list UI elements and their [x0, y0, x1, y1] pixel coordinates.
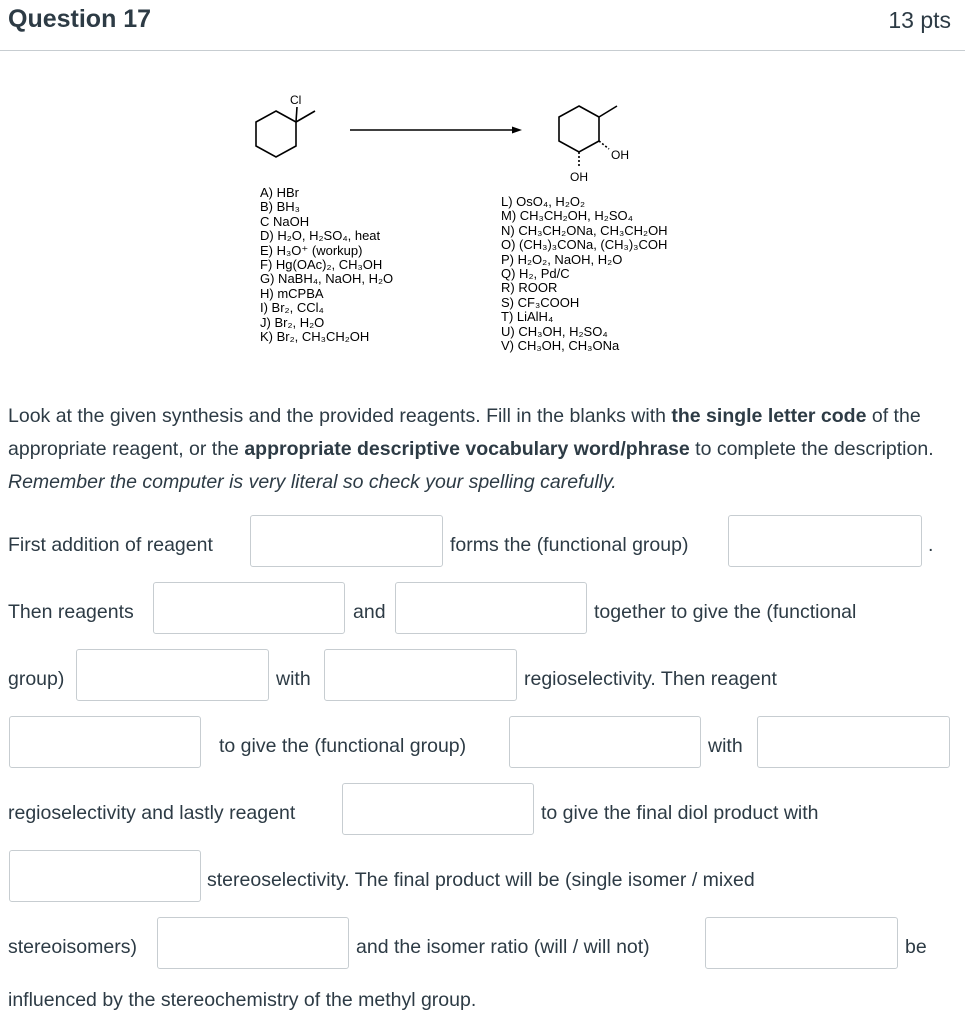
prompt-text: stereoselectivity. The final product will be (single isomer / mixed — [207, 869, 755, 891]
reagent-item: L) OsO₄, H₂O₂ — [501, 194, 586, 209]
reagent-item: J) Br₂, H₂O — [260, 314, 325, 330]
answer-blank-11[interactable] — [9, 850, 201, 902]
reagent-item: Q) H₂, Pd/C — [501, 266, 570, 282]
prompt-text: to give the final diol product with — [541, 802, 819, 824]
answer-blank-6[interactable] — [324, 649, 517, 701]
prompt-text: with — [276, 668, 311, 690]
reagent-item: N) CH₃CH₂ONa, CH₃CH₂OH — [501, 222, 668, 238]
instructions-text: Look at the given synthesis and the provided reagents. Fill in the blanks with — [8, 405, 672, 427]
answer-blank-5[interactable] — [76, 649, 269, 701]
answer-blank-4[interactable] — [395, 582, 587, 634]
prompt-text: stereoisomers) — [8, 936, 137, 958]
reagent-item: V) CH₃OH, CH₃ONa — [501, 338, 620, 354]
prompt-text: forms the (functional group) — [450, 534, 689, 556]
answer-blank-2[interactable] — [728, 515, 922, 567]
answer-blank-9[interactable] — [757, 716, 950, 768]
reagent-item: I) Br₂, CCl₄ — [260, 300, 324, 316]
prompt-text: regioselectivity and lastly reagent — [8, 802, 296, 824]
answer-blank-7[interactable] — [9, 716, 201, 768]
prompt-text: . — [928, 534, 934, 556]
reagent-item: K) Br₂, CH₃CH₂OH — [260, 329, 370, 345]
answer-blank-10[interactable] — [342, 783, 534, 835]
reagent-item: D) H₂O, H₂SO₄, heat — [260, 228, 381, 244]
reagent-item: U) CH₃OH, H₂SO₄ — [501, 323, 608, 339]
reagent-item: G) NaBH₄, NaOH, H₂O — [260, 271, 394, 287]
reagent-item: T) LiAlH₄ — [501, 309, 554, 325]
reagent-item: F) Hg(OAc)₂, CH₃OH — [260, 257, 383, 273]
prompt-text: together to give the (functional — [594, 601, 857, 623]
reagent-item: B) BH₃ — [260, 199, 300, 215]
product-structure — [559, 106, 617, 167]
reagent-item: S) CF₃COOH — [501, 294, 580, 310]
prompt-text: influenced by the stereochemistry of the methyl group. — [8, 989, 477, 1011]
answer-blank-3[interactable] — [153, 582, 345, 634]
chlorine-label: Cl — [290, 93, 302, 107]
instructions-bold: the single letter code — [671, 405, 867, 427]
product-oh-label-2: OH — [570, 170, 588, 184]
prompt-text: Then reagents — [8, 601, 134, 623]
question-title: Question 17 — [8, 5, 152, 33]
product-oh-label-1: OH — [611, 148, 629, 162]
reagent-item: C NaOH — [260, 213, 310, 229]
answer-blank-13[interactable] — [705, 917, 898, 969]
reagent-item: O) (CH₃)₃CONa, (CH₃)₃COH — [501, 237, 668, 253]
prompt-text: First addition of reagent — [8, 534, 213, 556]
reaction-arrow — [350, 127, 522, 134]
answer-blank-1[interactable] — [250, 515, 443, 567]
instructions-paragraph — [8, 400, 953, 499]
prompt-text: group) — [8, 668, 65, 690]
reagent-item: E) H₃O⁺ (workup) — [260, 242, 363, 258]
instructions-text: of the appropriate reagent, or the — [8, 405, 921, 460]
reagent-item: M) CH₃CH₂OH, H₂SO₄ — [501, 208, 633, 224]
instructions-italic: Remember the computer is very literal so check your spelling carefully. — [8, 471, 617, 493]
prompt-text: to give the (functional group) — [219, 735, 467, 757]
reagent-item: R) ROOR — [501, 280, 558, 296]
prompt-text: and — [353, 601, 386, 623]
reagent-item: A) HBr — [260, 185, 299, 200]
prompt-text: with — [708, 735, 743, 757]
answer-blank-12[interactable] — [157, 917, 349, 969]
reagent-item: H) mCPBA — [260, 285, 324, 301]
instructions-text: to complete the description. — [689, 438, 934, 460]
prompt-text: regioselectivity. Then reagent — [524, 668, 777, 690]
reagent-list-left — [260, 186, 393, 344]
answer-blank-8[interactable] — [509, 716, 701, 768]
prompt-text: and the isomer ratio (will / will not) — [356, 936, 650, 958]
question-points: 13 pts — [888, 7, 951, 33]
reagent-item: P) H₂O₂, NaOH, H₂O — [501, 251, 623, 267]
prompt-text: be — [905, 936, 927, 958]
reaction-scheme — [0, 0, 965, 200]
starting-material-structure — [256, 107, 315, 157]
reagent-list-right — [501, 195, 668, 353]
instructions-bold: appropriate descriptive vocabulary word/phrase — [244, 438, 690, 460]
